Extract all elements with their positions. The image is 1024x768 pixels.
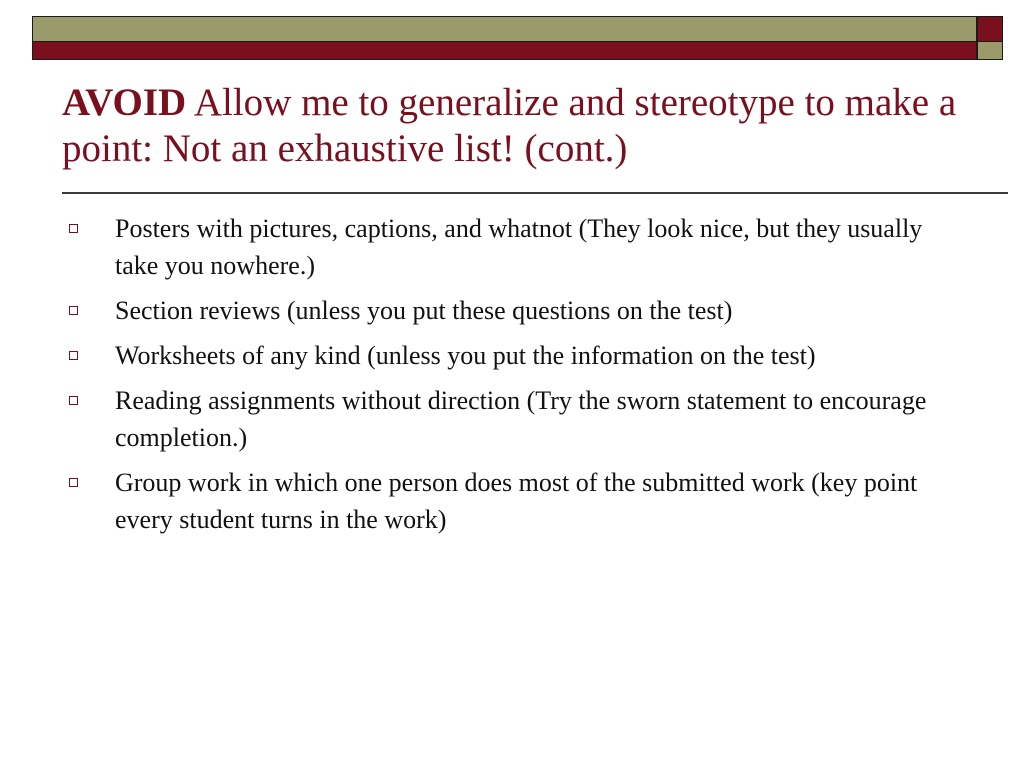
bullet-item [62, 464, 962, 538]
header-corner-maroon-square [977, 16, 1003, 42]
bullet-text: Section reviews (unless you put these questions on the test) [115, 296, 733, 325]
bullet-text: Posters with pictures, captions, and whatnot (They look nice, but they usually take you nowhere.) [115, 214, 923, 280]
header-banner-maroon [32, 42, 977, 60]
hollow-square-bullet-icon [69, 478, 78, 487]
header-corner-olive-square [977, 42, 1003, 60]
hollow-square-bullet-icon [69, 306, 78, 315]
bullet-item [62, 292, 962, 329]
slide-title-lead: AVOID [62, 81, 187, 124]
slide-title [62, 80, 962, 172]
hollow-square-bullet-icon [69, 351, 78, 360]
bullet-item [62, 382, 962, 456]
bullet-list [62, 210, 962, 546]
bullet-text: Group work in which one person does most of the submitted work (key point every student turns in the work) [115, 468, 918, 534]
hollow-square-bullet-icon [69, 396, 78, 405]
title-divider [62, 192, 1008, 194]
bullet-text: Worksheets of any kind (unless you put the information on the test) [115, 341, 816, 370]
bullet-item [62, 210, 962, 284]
slide-title-rest: Allow me to generalize and stereotype to make a point: Not an exhaustive list! (cont.) [62, 81, 957, 170]
hollow-square-bullet-icon [69, 224, 78, 233]
bullet-text: Reading assignments without direction (Try the sworn statement to encourage completion.) [115, 386, 927, 452]
header-banner-olive [32, 16, 977, 42]
bullet-item [62, 337, 962, 374]
